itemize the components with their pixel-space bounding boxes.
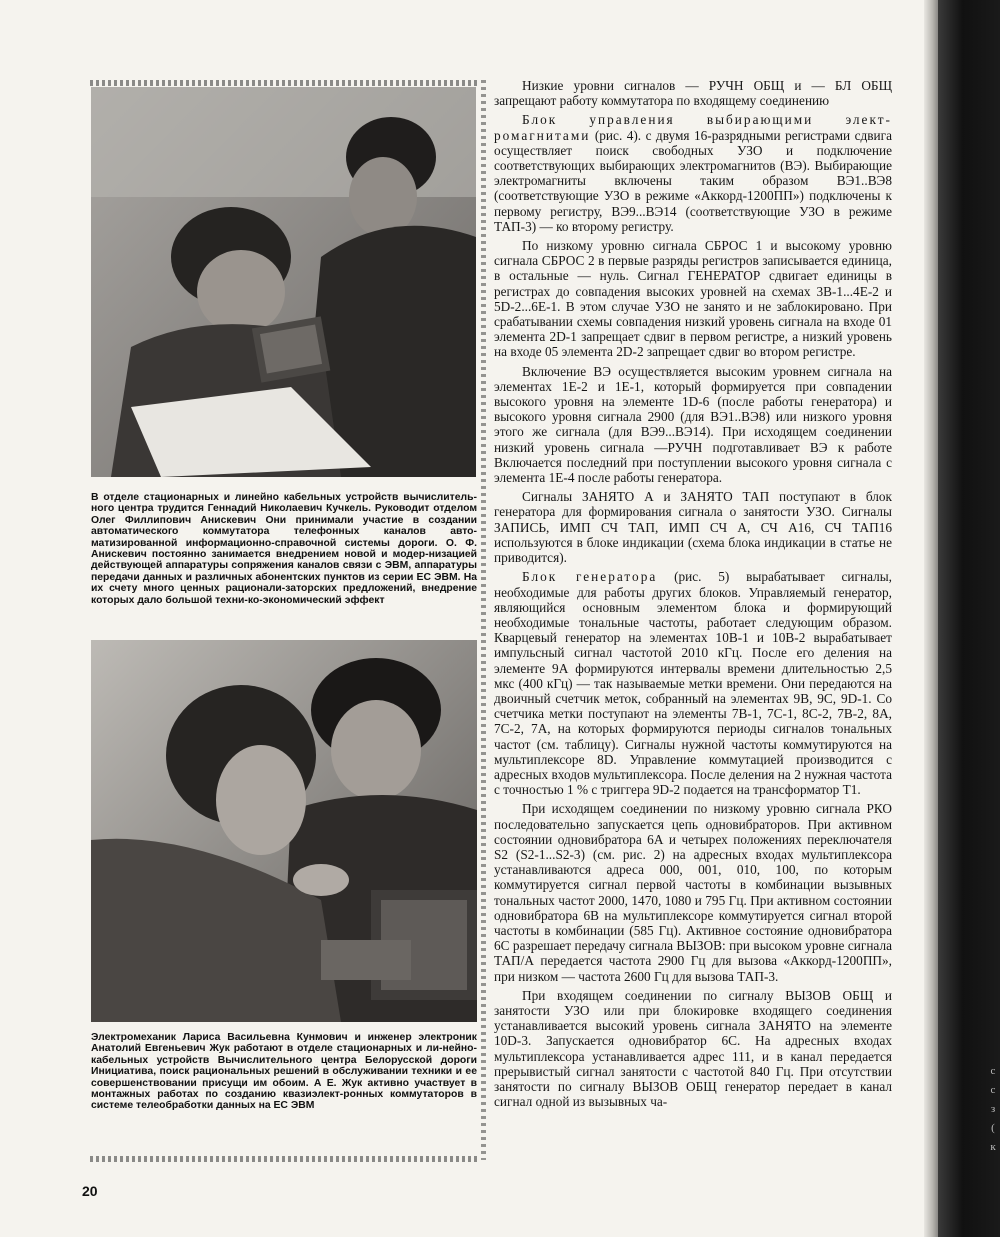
adjacent-page-letters xyxy=(986,1062,1000,1157)
adjacent-page-edge xyxy=(938,0,1000,1237)
paragraph-5: Сигналы ЗАНЯТО А и ЗАНЯТО ТАП поступают в блок генератора для формирования сигнала о занятости УЗО. Сигналы ЗАПИСЬ, ИМП СЧ ТАП, ИМП СЧ А, СЧ А16, СЧ ТАП16 используются в блоке индикации (схема блока индикации в статье не приводится). xyxy=(494,489,892,566)
paragraph-6 xyxy=(494,569,892,797)
caption-top xyxy=(91,492,477,606)
paragraph-6-text: (рис. 5) вырабатывает сигналы, необходимые для работы других блоков. Управляемый генератор, являющийся основным элементом блока и формирующий необходимые тональные частоты, работает следующим образом. Кварцевый генератор на элементах 10В-1 и 10В-2 вырабатывает импульсный сигнал частотой 2010 кГц. После его деления на элементе 9А формируются интервалы времени длительностью 2,5 мкс (400 кГц) — так называемые метки времени. Они передаются на двоичный счетчик меток, собранный на элементах 9В, 9С, 9D-1. Со счетчика метки поступают на элементы 7В-1, 7С-1, 8С-2, 7В-2, 8А, 7С-2, 7А, на которых формируются периоды сигналов тональных частот (см. таблицу). Сигналы нужной частоты коммутируются на мультиплексоре 8D. Управление коммутацией производится с адресных входов мультиплексора. После деления на 2 нужная частота с точностью 1 % с триггера 9D-2 подается на трансформатор Т1. xyxy=(494,569,892,798)
paragraph-1: Низкие уровни сигналов — РУЧН ОБЩ и — БЛ ОБЩ запрещают работу коммутатора по входящему соединению xyxy=(494,78,892,109)
section-heading-control-block: Блок управления выбирающими элект-ромагнитами xyxy=(494,112,892,143)
photo-top xyxy=(91,87,476,477)
caption-top-text: В отделе стационарных и линейно кабельных устройств вычислитель-ного центра трудится Геннадий Николаевич Кучкель. Руководит отделом Олег Филлипович Анискевич Они принимали участие в создании автоматического коммутатора телефонных каналов авто-матизированной информационно-справочной системы дороги. О. Ф. Анискевич постоянно занимается внедрением новой и модер-низацией действующей аппаратуры сопряжения каналов связи с ЭВМ, аппаратуры передачи данных и различных абонентских пунктов из серии ЕС ЭВМ. На их счету много ценных рационали-заторских предложений, внедрение которых дало большой техни-ко-экономический эффект xyxy=(91,492,477,606)
paragraph-4: Включение ВЭ осуществляется высоким уровнем сигнала на элементах 1Е-2 и 1Е-1, который формируется при совпадении высокого уровня на элементе 1D-6 (после работы генератора) и высокого уровня сигнала 2900 (для ВЭ1..ВЭ8) или низкого уровня этого же сигнала (для ВЭ9...ВЭ14). При исходящем соединении низкий уровень сигнала —РУЧН подготавливает ВЭ к работе Включается последний при поступлении высокого уровня сигнала с элемента 1Е-4 после работы генератора. xyxy=(494,363,892,486)
edge-mark: с xyxy=(990,1065,996,1077)
edge-mark: к xyxy=(990,1141,996,1153)
page-spine-shadow xyxy=(924,0,938,1237)
top-decorative-border xyxy=(90,80,480,86)
edge-mark: з xyxy=(990,1103,996,1115)
paragraph-2-text: (рис. 4). с двумя 16-разрядными регистрами сдвига осуществляет поиск свободных УЗО и подключение соответствующих выбирающих электромагнитов (ВЭ). Выбирающие электромагниты включены таким образом ВЭ1..ВЭ8 (соответствующие УЗО в режиме «Аккорд-1200ПП») подключены к первому регистру, ВЭ9...ВЭ14 (соответствующие УЗО в режиме ТАП-3) — ко второму регистру. xyxy=(494,127,892,234)
page-number: 20 xyxy=(82,1183,98,1199)
paragraph-2 xyxy=(494,112,892,234)
edge-mark: ( xyxy=(991,1122,995,1134)
caption-bottom-text: Электромеханик Лариса Васильевна Кунмович и инженер электроник Анатолий Евгеньевич Жук работают в отделе стационарных и ли-нейно-кабельных устройств Вычислительного центра Белорусской дороги Инициатива, поиск рациональных решений в обслуживании техники и ее совершенствовании присущи им обоим. А Е. Жук активно участвует в монтажных работах по созданию квазиэлект-ронных коммутаторов в системе телеобработки данных на ЕС ЭВМ xyxy=(91,1032,477,1112)
bottom-decorative-border xyxy=(90,1156,480,1162)
edge-mark: с xyxy=(990,1084,996,1096)
paragraph-3: По низкому уровню сигнала СБРОС 1 и высокому уровню сигнала СБРОС 2 в первые разряды регистров записывается единица, в остальные — нуль. Сигнал ГЕНЕРАТОР сдвигает единицы в регистрах до совпадения высоких уровней на схемах 3В-1...4Е-2 и 5D-2...6Е-1. В этом случае УЗО не занято и не заблокировано. При срабатывании схемы совпадения низкий уровень сигнала на входе 01 элемента 2D-1 запрещает сдвиг в первом регистре, а низкий уровень на входе 05 элемента 2D-2 запрещает сдвиг во втором регистре. xyxy=(494,238,892,360)
section-heading-generator-block: Блок генератора xyxy=(522,569,658,585)
photo-bottom xyxy=(91,640,477,1022)
caption-bottom xyxy=(91,1032,477,1112)
paragraph-7: При исходящем соединении по низкому уровню сигнала РКО последовательно запускается цепь одновибраторов. При активном состоянии одновибратора 6А и четырех положениях переключателя S2 (S2-1...S2-3) (см. рис. 2) на адресных входах мультиплексора устанавливаются адреса 000, 001, 010, 100, по которым коммутируется сигнал первой частоты в комбинации вызывных тональных частот 2000, 1470, 1080 и 795 Гц. При активном состоянии одновибратора 6В на мультиплексоре коммутируется сигнал второй частоты в комбинации (585 Гц). Активное состояние одновибратора 6С разрешает передачу сигнала ВЫЗОВ: при высоком уровне сигнала ТАП/А передается частота 2900 Гц для вызова «Аккорд-1200ПП», при низком — частота 2600 Гц для вызова ТАП-3. xyxy=(494,801,892,984)
article-column xyxy=(494,78,892,1233)
paragraph-8: При входящем соединении по сигналу ВЫЗОВ ОБЩ и занятости УЗО или при блокировке входящего соединения устанавливается высокий уровень сигнала ЗАНЯТО на элементе 10D-3. Запускается одновибратор 6С. На адресных входах мультиплексора устанавливается адрес 111, и в канал передается прерывистый сигнал занятости с частотой 840 Гц. При отсутствии занятости по сигналу ВЫЗОВ ОБЩ генератор передает в канал сигнал одной из вызывных ча- xyxy=(494,987,892,1110)
column-divider xyxy=(481,80,486,1160)
